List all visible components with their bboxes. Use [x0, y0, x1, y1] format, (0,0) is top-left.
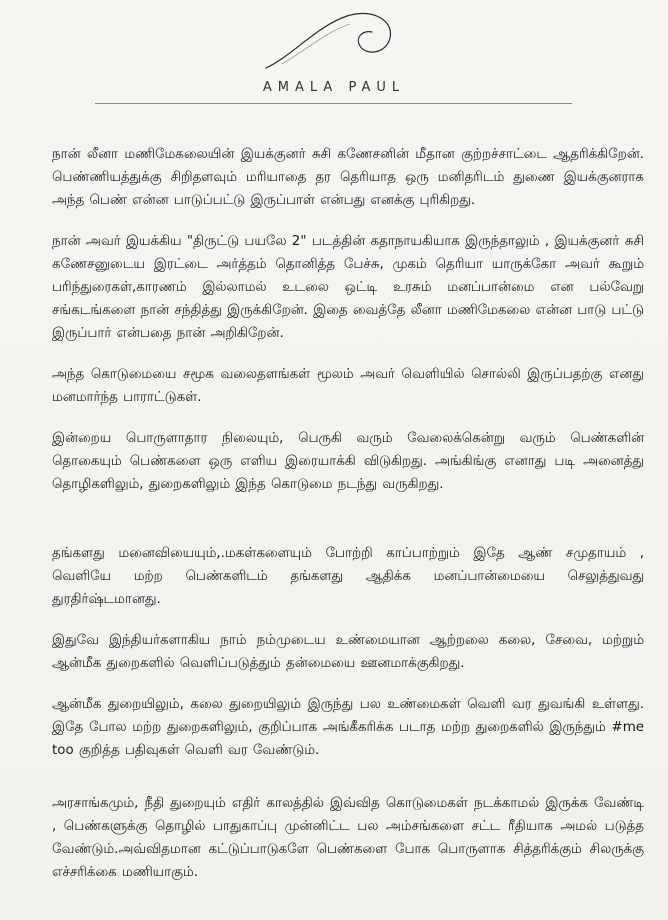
paragraph-2: நான் அவர் இயக்கிய "திருட்டு பயலே 2" படத்தின் கதாநாயகியாக இருந்தாலும் , இயக்குனர் சுசி கணேசனுடைய இரட்டை அர்த்தம் தொனித்த பேச்சு, முகம் தெரியா யாருக்கோ அவர் கூறும் பரிந்துரைகள்,காரணம் இல்லாமல் உடலை ஒட்டி உரசும் மனப்பான்மை என பல்வேறு சங்கடங்களை நான் சந்தித்து இருக்கிறேன். இதை வைத்தே லீனா மணிமேகலை என்ன பாடு பட்டு இருப்பார் என்பதை நான் அறிகிறேன். — [52, 234, 644, 341]
paragraph-6: இதுவே இந்தியர்களாகிய நாம் நம்முடைய உண்மையான ஆற்றலை கலை, சேவை, மற்றும் ஆன்மீக துறைகளில் வெளிப்படுத்தும் தன்மையை ஊனமாக்குகிறது. — [52, 633, 644, 671]
paragraph-3: அந்த கொடுமையை சமூக வலைதளங்கள் மூலம் அவர் வெளியில் சொல்லி இருப்பதற்கு எனது மனமார்ந்த பாராட்டுகள். — [52, 367, 644, 405]
paragraph-8: அரசாங்கமும், நீதி துறையும் எதிர் காலத்தில் இவ்வித கொடுமைகள் நடக்காமல் இருக்க வேண்டி , பெண்களுக்கு தொழில் பாதுகாப்பு முன்னிட்ட பல அம்சங்களை சட்ட ரீதியாக அமல் படுத்த வேண்டும்.அவ்விதமான கட்டுப்பாடுகளே பெண்களை போக பொருளாக சித்தரிக்கும் சிலருக்கு எச்சரிக்கை மணியாகும். — [52, 796, 644, 880]
paragraph-4: இன்றைய பொருளாதார நிலையும், பெருகி வரும் வேலைக்கென்று வரும் பெண்களின் தொகையும் பெண்களை ஒரு எளிய இரையாக்கி விடுகிறது. அங்கிங்கு எனாது படி அனைத்து தொழிகளிலும், துறைகளிலும் இந்த கொடுமை நடந்து வருகிறது. — [52, 431, 644, 492]
wave-swirl-icon — [262, 6, 412, 82]
paragraph-7: ஆன்மீக துறையிலும், கலை துறையிலும் இருந்து பல உண்மைகள் வெளி வர துவங்கி உள்ளது. இதே போல மற்ற துறைகளிலும், குறிப்பாக அங்கீகரிக்க படாத மற்ற துறைகளில் இருந்தும் #me too குறித்த பதிவுகள் வெளி வர வேண்டும். — [52, 697, 644, 758]
paragraph-5: தங்களது மனைவியையும்,.மகள்களையும் போற்றி காப்பாற்றும் இதே ஆண் சமுதாயம் , வெளியே மற்ற பெண்களிடம் தங்களது ஆதிக்க மனப்பான்மையை செலுத்துவது துரதிர்ஷ்டமானது. — [52, 546, 644, 607]
paragraph-1: நான் லீனா மணிமேகலையின் இயக்குனர் சுசி கணேசனின் மீதான குற்றச்சாட்டை ஆதரிக்கிறேன். பெண்ணியத்துக்கு சிறிதளவும் மரியாதை தர தெரியாத ஒரு மனிதரிடம் துணை இயக்குனராக அந்த பெண் என்ன பாடுப்பட்டு இருப்பாள் என்பது எனக்கு புரிகிறது. — [52, 147, 644, 208]
letter-body — [52, 143, 644, 884]
header-divider — [95, 103, 572, 104]
brand-name: AMALA PAUL — [262, 80, 406, 95]
